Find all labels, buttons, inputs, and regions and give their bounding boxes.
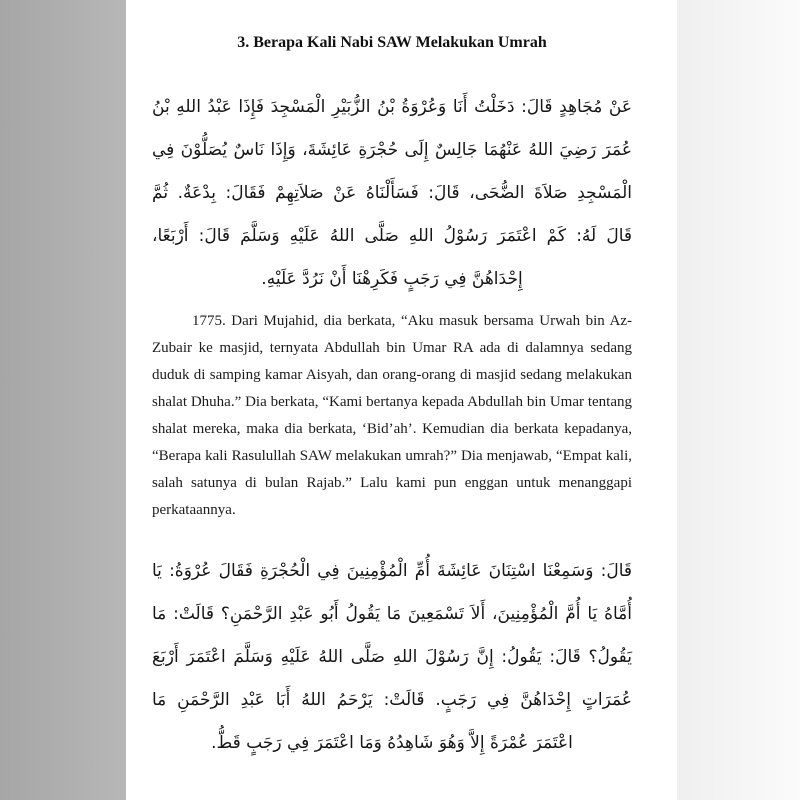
hadith-arabic-block-1: [152, 86, 632, 301]
arabic-line: قَالَ لَهُ: كَمْ اعْتَمَرَ رَسُوْلُ اللهِ صَلَّى اللهُ عَلَيْهِ وَسَلَّمَ قَالَ: أَرْبَعًا،: [152, 226, 632, 246]
section-title: 3. Berapa Kali Nabi SAW Melakukan Umrah: [237, 34, 547, 51]
right-gutter: [677, 0, 800, 800]
arabic-line: أُمَّاهُ يَا أُمَّ الْمُؤْمِنِينَ، أَلاَ تَسْمَعِينَ مَا يَقُولُ أَبُو عَبْدِ الرَّحْمَنِ؟ قَالَتْ: مَا: [152, 604, 632, 624]
hadith-arabic-block-2: [152, 550, 632, 765]
hadith-translation-paragraph: 1775. Dari Mujahid, dia berkata, “Aku masuk bersama Urwah bin Az-Zubair ke masjid, ternyata Abdullah bin Umar RA ada di dalamnya sedang duduk di samping kamar Aisyah, dan orang-orang di masjid sedang melakukan shalat Dhuha.” Dia berkata, “Kami bertanya kepada Abdullah bin Umar tentang shalat mereka, maka dia berkata, ‘Bid’ah’. Kemudian dia berkata kepadanya, “Berapa kali Rasulullah SAW melakukan umrah?” Dia menjawab, “Empat kali, salah satunya di bulan Rajab.” Lalu kami pun enggan untuk menanggapi perkataannya.: [152, 313, 632, 518]
arabic-line: الْمَسْجِدِ صَلاَةَ الضُّحَى، قَالَ: فَسَأَلْنَاهُ عَنْ صَلاَتِهِمْ فَقَالَ: بِدْعَةٌ. ثُمَّ: [152, 183, 632, 203]
arabic-line: اعْتَمَرَ عُمْرَةً إِلاَّ وَهُوَ شَاهِدُهُ وَمَا اعْتَمَرَ فِي رَجَبٍ قَطُّ.: [211, 733, 573, 753]
book-page: [126, 0, 677, 800]
arabic-line: عُمَرَ رَضِيَ اللهُ عَنْهُمَا جَالِسٌ إِلَى حُجْرَةِ عَائِشَةَ، وَإِذَا نَاسٌ يُصَلُّوْنَ فِي: [152, 140, 632, 160]
arabic-line: إِحْدَاهُنَّ فِي رَجَبٍ فَكَرِهْنَا أَنْ نَرُدَّ عَلَيْهِ.: [261, 269, 523, 289]
arabic-line: عَنْ مُجَاهِدٍ قَالَ: دَخَلْتُ أَنَا وَعُرْوَةُ بْنُ الزُّبَيْرِ الْمَسْجِدَ فَإِذَا عَبْدُ اللهِ بْنُ: [152, 97, 632, 117]
arabic-line: قَالَ: وَسَمِعْنَا اسْتِنَانَ عَائِشَةَ أُمِّ الْمُؤْمِنِينَ فِي الْحُجْرَةِ فَقَالَ عُرْوَةُ: يَا: [152, 561, 632, 581]
arabic-line: عُمَرَاتٍ إِحْدَاهُنَّ فِي رَجَبٍ. قَالَتْ: يَرْحَمُ اللهُ أَبَا عَبْدِ الرَّحْمَنِ مَا: [152, 690, 632, 710]
arabic-line: يَقُولُ؟ قَالَ: يَقُولُ: إِنَّ رَسُوْلَ اللهِ صَلَّى اللهُ عَلَيْهِ وَسَلَّمَ اعْتَمَرَ أَرْبَعَ: [152, 647, 632, 667]
left-gutter: [0, 0, 126, 800]
